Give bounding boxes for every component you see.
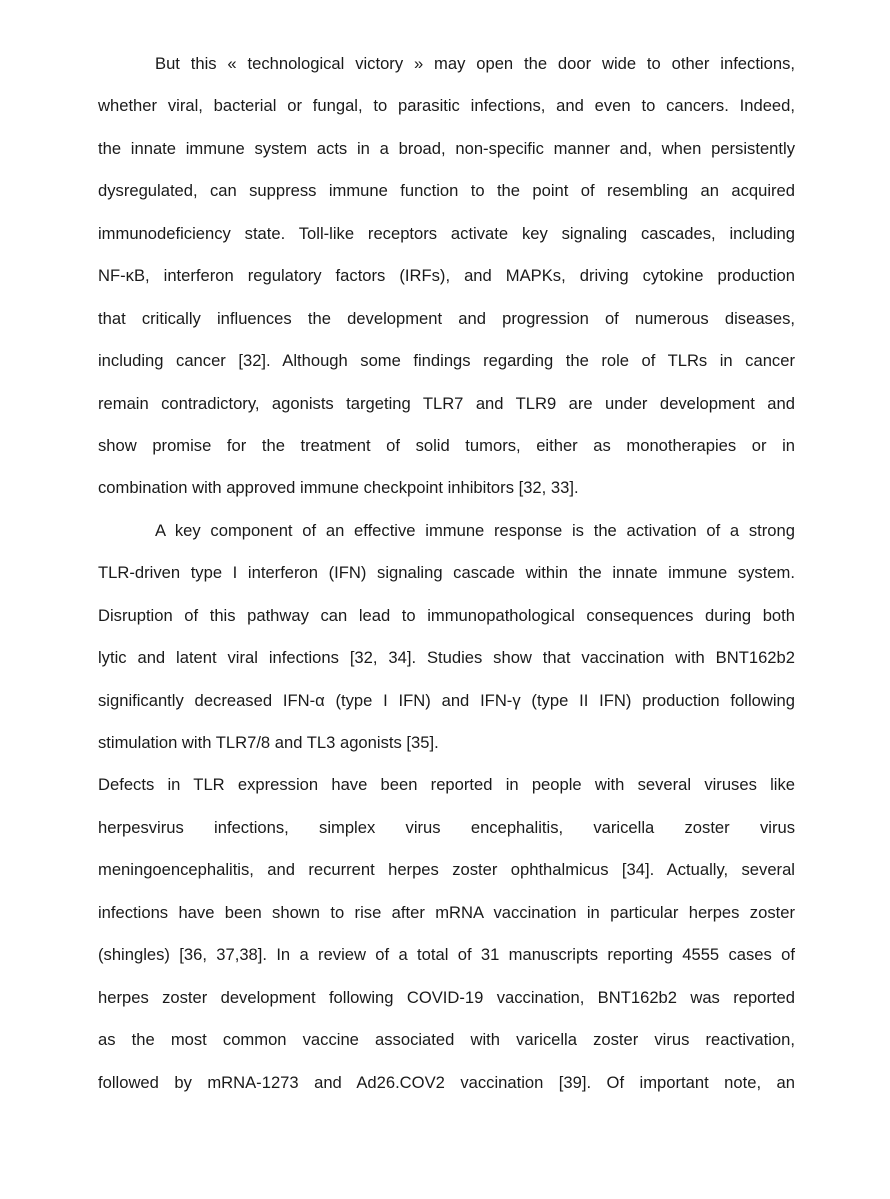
text-line: (shingles) [36, 37,38]. In a review of a total of 31 manuscripts reporting 4555 cases of [98, 945, 795, 965]
text-line: combination with approved immune checkpoint inhibitors [32, 33]. [98, 478, 579, 498]
text-line: herpesvirus infections, simplex virus encephalitis, varicella zoster virus [98, 817, 795, 837]
text-line: dysregulated, can suppress immune function to the point of resembling an acquired [98, 181, 795, 201]
paragraph [98, 767, 795, 1107]
text-line: remain contradictory, agonists targeting TLR7 and TLR9 are under development and [98, 393, 795, 413]
text-line: TLR-driven type I interferon (IFN) signaling cascade within the innate immune system. [98, 563, 795, 583]
text-line: the innate immune system acts in a broad, non-specific manner and, when persistently [98, 138, 795, 158]
text-line: that critically influences the development and progression of numerous diseases, [98, 308, 795, 328]
text-line: A key component of an effective immune response is the activation of a strong [155, 520, 795, 540]
text-line: But this « technological victory » may open the door wide to other infections, [155, 54, 795, 73]
text-line: infections have been shown to rise after mRNA vaccination in particular herpes zoster [98, 902, 795, 922]
text-line: meningoencephalitis, and recurrent herpes zoster ophthalmicus [34]. Actually, several [98, 860, 795, 880]
paragraph [98, 46, 795, 513]
text-line: as the most common vaccine associated with varicella zoster virus reactivation, [98, 1030, 795, 1050]
text-line: Disruption of this pathway can lead to immunopathological consequences during both [98, 605, 795, 625]
text-line: show promise for the treatment of solid tumors, either as monotherapies or in [98, 435, 795, 455]
text-line: Defects in TLR expression have been reported in people with several viruses like [98, 775, 795, 795]
text-line: herpes zoster development following COVID-19 vaccination, BNT162b2 was reported [98, 987, 795, 1007]
text-line: including cancer [32]. Although some findings regarding the role of TLRs in cancer [98, 351, 795, 371]
paragraph [98, 513, 795, 768]
document-page [98, 46, 795, 1107]
text-line: stimulation with TLR7/8 and TL3 agonists [35]. [98, 733, 439, 752]
text-line: immunodeficiency state. Toll-like receptors activate key signaling cascades, including [98, 223, 795, 243]
text-line: lytic and latent viral infections [32, 34]. Studies show that vaccination with BNT162b2 [98, 648, 795, 668]
text-line: significantly decreased IFN-α (type I IFN) and IFN-γ (type II IFN) production following [98, 690, 795, 710]
text-line: followed by mRNA-1273 and Ad26.COV2 vaccination [39]. Of important note, an [98, 1072, 795, 1092]
text-line: whether viral, bacterial or fungal, to parasitic infections, and even to cancers. Indeed, [98, 96, 795, 116]
text-line: NF-κB, interferon regulatory factors (IRFs), and MAPKs, driving cytokine production [98, 266, 795, 286]
